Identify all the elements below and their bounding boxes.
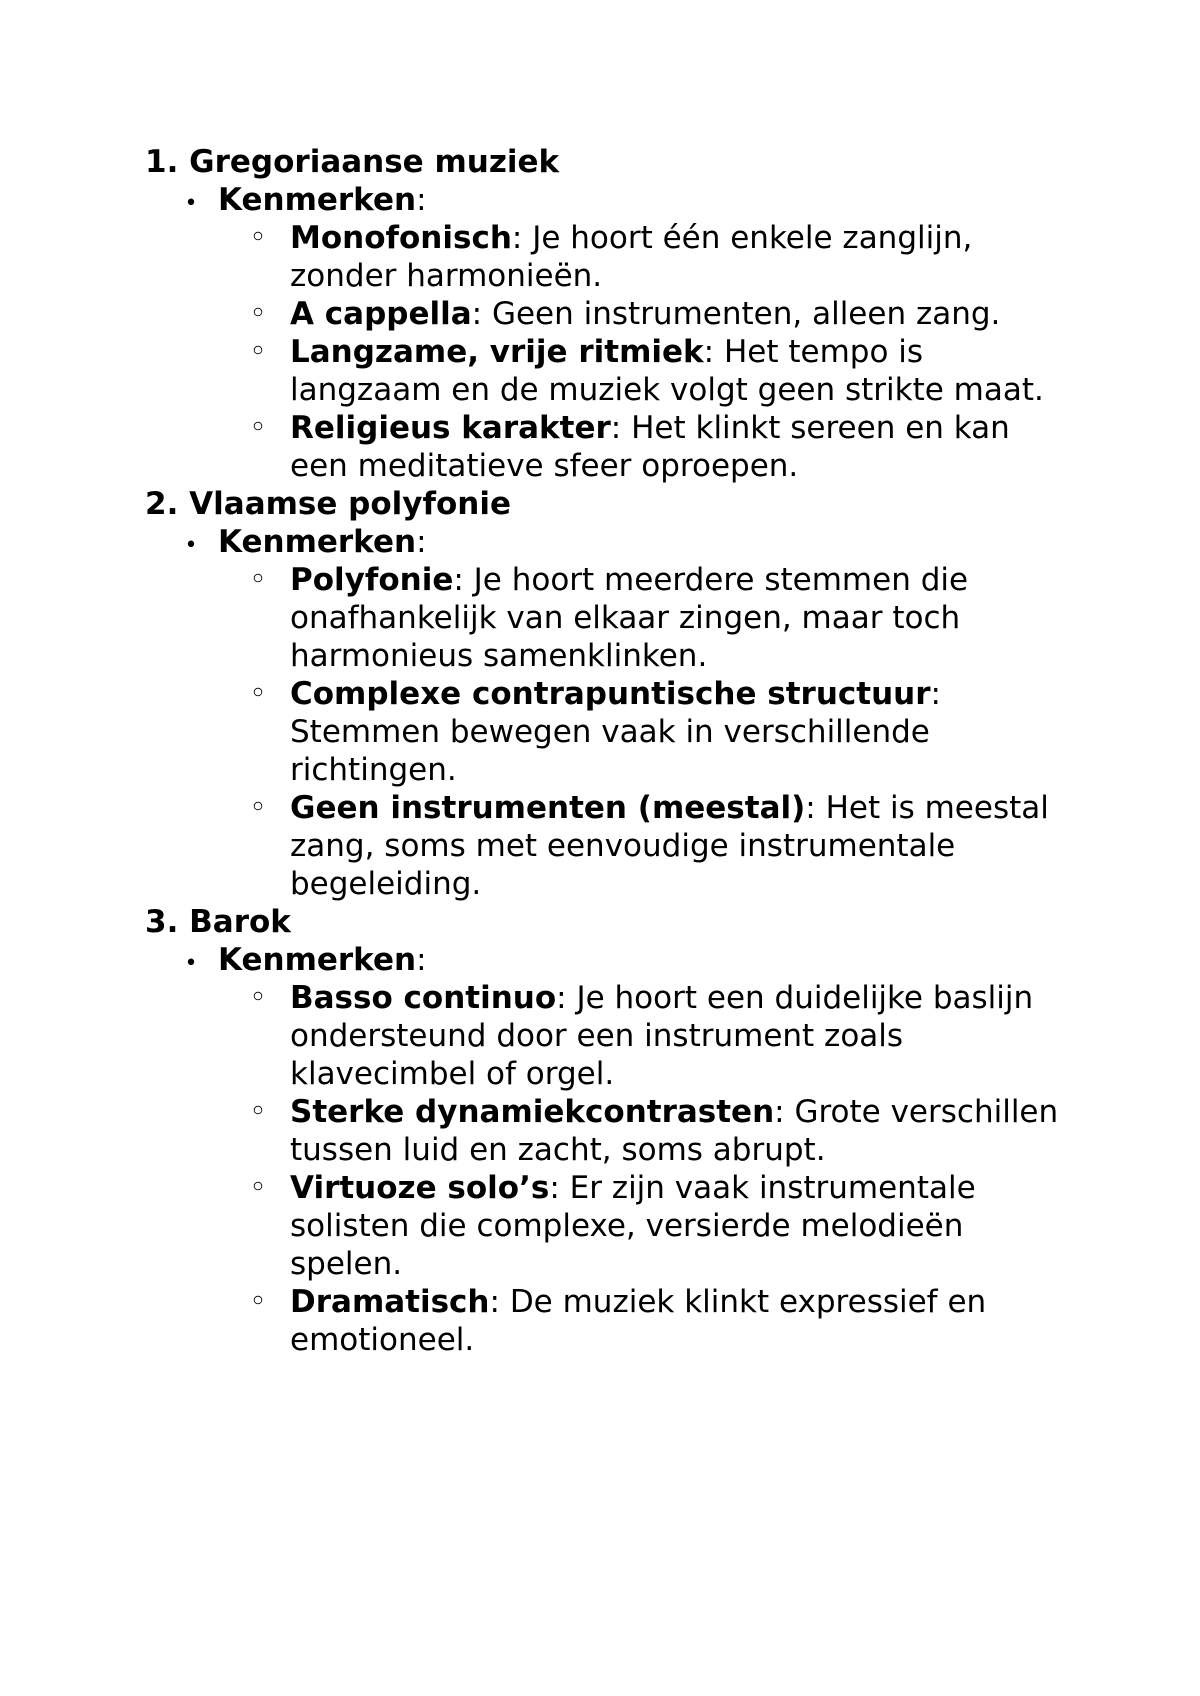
- kenmerken-item: [145, 523, 1065, 561]
- item-text: : Je hoort één enkele zanglijn, zonder harmonieën.: [290, 220, 973, 294]
- kenmerken-item: [145, 181, 1065, 219]
- list-item: [145, 1283, 1065, 1359]
- bullet-icon: [181, 941, 201, 983]
- circle-bullet-icon: [254, 232, 263, 241]
- list-item: [145, 561, 1065, 675]
- section-title-text: Barok: [189, 904, 291, 940]
- kenmerken-label: Kenmerken: [218, 942, 417, 978]
- list-item: [145, 675, 1065, 789]
- item-term: Religieus karakter: [290, 410, 611, 446]
- item-text: : Er zijn vaak instrumentale solisten die complexe, versierde melodieën spelen.: [290, 1170, 976, 1282]
- kenmerken-colon: :: [416, 942, 427, 978]
- circle-bullet-icon: [254, 992, 263, 1001]
- circle-bullet-icon: [254, 1296, 263, 1305]
- item-text: : Grote verschillen tussen luid en zacht, soms abrupt.: [290, 1094, 1059, 1168]
- item-text: : De muziek klinkt expressief en emotioneel.: [290, 1284, 987, 1358]
- item-term: A cappella: [290, 296, 472, 332]
- item-text: : Het is meestal zang, soms met eenvoudige instrumentale begeleiding.: [290, 790, 1049, 902]
- item-text: : Stemmen bewegen vaak in verschillende richtingen.: [290, 676, 941, 788]
- list-item: [145, 789, 1065, 903]
- circle-bullet-icon: [254, 1182, 263, 1191]
- kenmerken-colon: :: [416, 182, 427, 218]
- item-text: : Het tempo is langzaam en de muziek volgt geen strikte maat.: [290, 334, 1044, 408]
- document-body: [145, 143, 1065, 1359]
- item-text: : Geen instrumenten, alleen zang.: [471, 296, 1001, 332]
- circle-bullet-icon: [254, 308, 263, 317]
- list-item: [145, 333, 1065, 409]
- section-number: 2.: [145, 486, 179, 522]
- kenmerken-label: Kenmerken: [218, 524, 417, 560]
- list-item: [145, 219, 1065, 295]
- section-vlaamse-polyfonie: [145, 485, 1065, 903]
- characteristics-list: [145, 561, 1065, 903]
- list-item: [145, 1093, 1065, 1169]
- circle-bullet-icon: [254, 422, 263, 431]
- item-term: Langzame, vrije ritmiek: [290, 334, 704, 370]
- circle-bullet-icon: [254, 802, 263, 811]
- circle-bullet-icon: [254, 1106, 263, 1115]
- item-term: Basso continuo: [290, 980, 557, 1016]
- section-number: 3.: [145, 904, 179, 940]
- section-barok: [145, 903, 1065, 1359]
- circle-bullet-icon: [254, 574, 263, 583]
- item-term: Sterke dynamiekcontrasten: [290, 1094, 775, 1130]
- circle-bullet-icon: [254, 688, 263, 697]
- item-text: : Het klinkt sereen en kan een meditatieve sfeer oproepen.: [290, 410, 1010, 484]
- section-gregoriaanse-muziek: [145, 143, 1065, 485]
- kenmerken-item: [145, 941, 1065, 979]
- list-item: [145, 295, 1065, 333]
- characteristics-list: [145, 219, 1065, 485]
- section-title-text: Gregoriaanse muziek: [189, 144, 560, 180]
- bullet-icon: [181, 523, 201, 565]
- kenmerken-label: Kenmerken: [218, 182, 417, 218]
- list-item: [145, 979, 1065, 1093]
- section-number: 1.: [145, 144, 179, 180]
- item-term: Complexe contrapuntische structuur: [290, 676, 931, 712]
- item-term: Dramatisch: [290, 1284, 490, 1320]
- kenmerken-colon: :: [416, 524, 427, 560]
- item-term: Polyfonie: [290, 562, 454, 598]
- section-title: [145, 485, 1065, 523]
- item-term: Geen instrumenten (meestal): [290, 790, 806, 826]
- bullet-icon: [181, 181, 201, 223]
- item-text: : Je hoort een duidelijke baslijn ondersteund door een instrument zoals klavecimbel of orgel.: [290, 980, 1034, 1092]
- item-term: Virtuoze solo’s: [290, 1170, 550, 1206]
- item-term: Monofonisch: [290, 220, 512, 256]
- list-item: [145, 409, 1065, 485]
- circle-bullet-icon: [254, 346, 263, 355]
- list-item: [145, 1169, 1065, 1283]
- section-title: [145, 903, 1065, 941]
- section-title-text: Vlaamse polyfonie: [189, 486, 512, 522]
- item-text: : Je hoort meerdere stemmen die onafhankelijk van elkaar zingen, maar toch harmonieus samenklinken.: [290, 562, 969, 674]
- section-title: [145, 143, 1065, 181]
- characteristics-list: [145, 979, 1065, 1359]
